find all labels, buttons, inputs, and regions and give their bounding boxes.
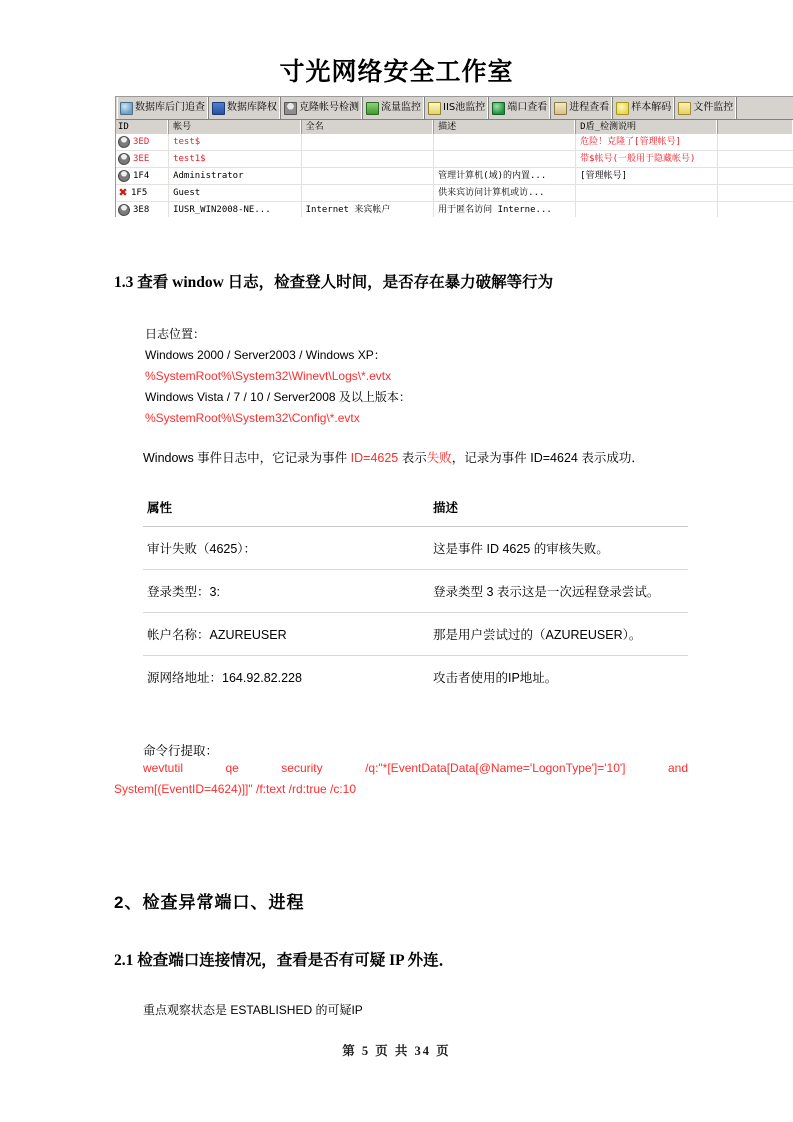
attr-row [143,613,688,656]
accounts-table [116,119,793,217]
row-id-text: 1F4 [133,171,150,181]
column-header-detection-note[interactable]: D盾_检测说明 [576,120,718,134]
table-row[interactable] [116,202,793,217]
toolbar-button-sample-decode[interactable] [613,97,675,119]
command-token-security: security [281,761,323,775]
embedded-app-screenshot [115,96,793,217]
cell-account: IUSR_WIN2008-NE... [169,202,302,217]
sample-decode-icon [616,102,629,115]
cell-id [116,168,169,184]
toolbar-label: 数据库后门追查 [135,102,205,113]
attr-header-row [143,492,688,527]
cell-detection-note: [管理帐号] [576,168,718,184]
log-path-1: %SystemRoot%\System32\Winevt\Logs\*.evtx [145,369,392,383]
attr-cell-description: 这是事件 ID 4625 的审核失败。 [429,527,688,570]
database-privilege-icon [212,102,225,115]
command-token-query: /q:"*[EventData[Data[@Name='LogonType']='10'] [365,761,626,775]
cell-account: test$ [169,134,302,150]
os-line-1: Windows 2000 / Server2003 / Windows XP： [145,348,386,362]
toolbar-label: IIS池监控 [443,102,486,113]
table-header-row [116,120,793,134]
row-id-text: 3EE [133,154,150,164]
command-line-2: System[(EventID=4624)]]" /f:text /rd:true /c:10 [114,782,357,796]
event-attribute-table [143,492,688,698]
attr-row [143,570,688,613]
command-line-1 [143,761,688,775]
command-label: 命令行提取： [143,744,219,758]
event-id-paragraph [143,447,688,470]
cell-fullname: Internet 来宾帐户 [302,202,435,217]
toolbar-label: 文件监控 [693,102,734,113]
column-header-extra[interactable] [718,120,793,134]
attr-row [143,656,688,699]
command-token-wevtutil: wevtutil [143,761,184,775]
column-header-fullname[interactable]: 全名 [302,120,435,134]
row-id-text: 1F5 [131,188,148,198]
paragraph-part-1: Windows 事件日志中，它记录为事件 [143,451,351,465]
toolbar-label: 数据库降权 [227,102,277,113]
attr-column-header-property: 属性 [143,492,429,527]
page-number-text: 第 5 页 共 34 页 [342,1044,451,1058]
attr-cell-property: 帐户名称：AZUREUSER [143,613,429,656]
attr-cell-description: 登录类型 3 表示这是一次远程登录尝试。 [429,570,688,613]
row-id-text: 3ED [133,137,150,147]
cell-description [434,134,576,150]
toolbar-label: 流量监控 [381,102,421,113]
column-header-id[interactable]: ID [116,120,169,134]
os-line-2: Windows Vista / 7 / 10 / Server2008 及以上版本： [145,390,411,404]
log-path-2: %SystemRoot%\System32\Config\*.evtx [145,411,360,425]
cell-detection-note [576,202,718,217]
table-row[interactable] [116,185,793,202]
toolbar-button-process-view[interactable] [551,97,613,119]
toolbar-label: 样本解码 [631,102,672,113]
cell-id [116,185,169,201]
attr-cell-property: 源网络地址：164.92.82.228 [147,671,302,685]
toolbar-label: 克隆帐号检测 [299,102,359,113]
section-2-note: 重点观察状态是 ESTABLISHED 的可疑IP [143,1003,363,1017]
row-id-text: 3E8 [133,205,150,215]
attr-cell-property: 审计失败（4625）： [143,527,429,570]
clone-account-icon [284,102,297,115]
paragraph-part-2: 表示 [398,451,427,465]
page-footer [0,1041,793,1059]
toolbar-button-traffic-monitor[interactable] [363,97,425,119]
cell-description: 供来宾访问计算机或访... [434,185,576,201]
toolbar-button-clone-account[interactable] [281,97,363,119]
cell-description [434,151,576,167]
cell-fullname [302,168,435,184]
cell-account: Guest [169,185,302,201]
database-backdoor-icon [120,102,133,115]
file-monitor-icon [678,102,691,115]
command-token-qe: qe [225,761,239,775]
cell-fullname [302,185,435,201]
cell-extra [718,168,793,184]
table-row[interactable] [116,151,793,168]
cell-extra [718,185,793,201]
user-icon [118,136,130,148]
toolbar-label: 进程查看 [569,102,610,113]
paragraph-part-3: ，记录为事件 ID=4624 表示成功． [451,451,644,465]
cell-extra [718,151,793,167]
cell-extra [718,134,793,150]
toolbar-label: 端口查看 [507,102,548,113]
toolbar-button-file-monitor[interactable] [675,97,737,119]
attr-row [143,527,688,570]
disabled-user-icon: ✖ [118,186,128,199]
heading-2: 2、检查异常端口、进程 [114,893,305,912]
toolbar-button-database-privilege[interactable] [209,97,281,119]
command-token-and: and [667,761,688,775]
attr-column-header-description: 描述 [429,492,688,527]
cell-account: Administrator [169,168,302,184]
iis-pool-icon [428,102,441,115]
cell-id [116,202,169,217]
cell-extra [718,202,793,217]
cell-detection-note: 带$帐号(一般用于隐藏帐号) [576,151,718,167]
toolbar-button-port-view[interactable] [489,97,551,119]
paragraph-red-2: 失败 [426,451,452,465]
cell-id [116,134,169,150]
toolbar-button-database-backdoor[interactable] [117,97,209,119]
user-icon [118,204,130,216]
user-icon [118,153,130,165]
column-header-description[interactable]: 描述 [434,120,576,134]
cell-fullname [302,151,435,167]
process-view-icon [554,102,567,115]
cell-detection-note: 危险！克隆了[管理帐号] [576,134,718,150]
toolbar-button-iis-pool[interactable] [425,97,489,119]
port-view-icon [492,102,505,115]
app-toolbar [116,97,793,119]
heading-1-3: 1.3 查看 window 日志，检查登人时间，是否存在暴力破解等行为 [114,274,554,291]
cell-description: 用于匿名访问 Interne... [434,202,576,217]
cell-account: test1$ [169,151,302,167]
cell-detection-note [576,185,718,201]
heading-2-1: 2.1 检查端口连接情况，查看是否有可疑 IP 外连． [114,952,455,969]
attr-cell-description: 那是用户尝试过的（AZUREUSER）。 [429,613,688,656]
attr-cell-description: 攻击者使用的IP地址。 [433,671,558,685]
cell-description: 管理计算机(域)的内置... [434,168,576,184]
user-icon [118,170,130,182]
log-location-label: 日志位置： [145,327,206,341]
cell-fullname [302,134,435,150]
traffic-monitor-icon [366,102,379,115]
cell-id [116,151,169,167]
table-row[interactable] [116,168,793,185]
table-row[interactable] [116,134,793,151]
column-header-account[interactable]: 帐号 [169,120,302,134]
page-title: 寸光网络安全工作室 [279,59,514,86]
attr-cell-property: 登录类型：3: [143,570,429,613]
paragraph-red-1: ID=4625 [350,451,399,465]
